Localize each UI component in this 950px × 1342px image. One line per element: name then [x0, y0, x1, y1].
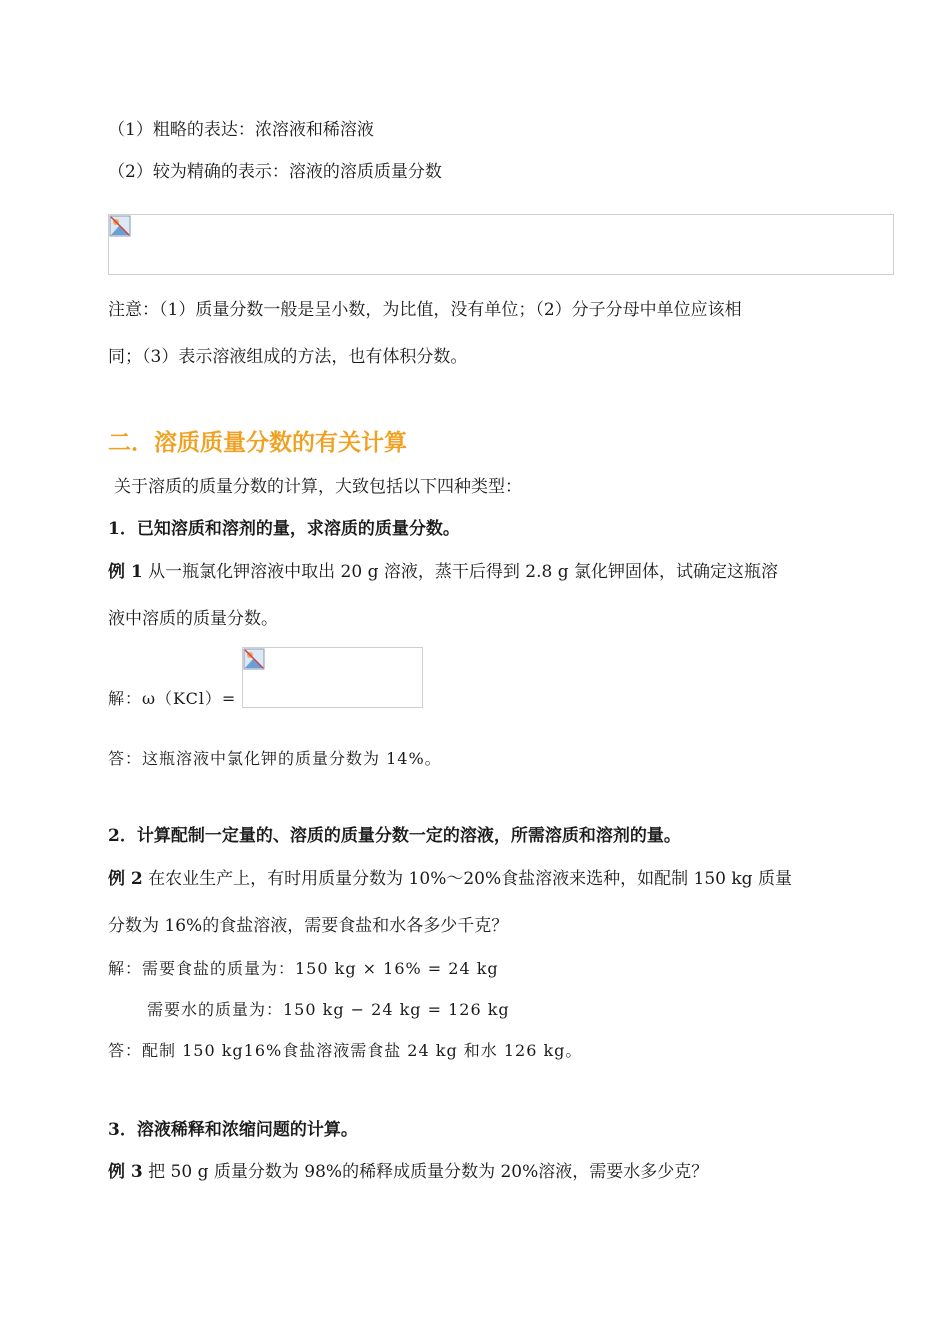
broken-image-icon	[109, 215, 131, 237]
example1-answer: 答：这瓶溶液中氯化钾的质量分数为 14%。	[108, 749, 442, 768]
type2-title: 2．计算配制一定量的、溶质的质量分数一定的溶液，所需溶质和溶剂的量。	[108, 826, 681, 846]
example2-answer: 答：配制 150 kg16%食盐溶液需食盐 24 kg 和水 126 kg。	[108, 1041, 583, 1060]
example2-line-2: 分数为 16%的食盐溶液，需要食盐和水各多少千克？	[108, 916, 509, 936]
section-intro: 关于溶质的质量分数的计算，大致包括以下四种类型：	[114, 477, 522, 497]
example2-label: 例 2	[108, 869, 143, 889]
type1-title: 1．已知溶质和溶剂的量，求溶质的质量分数。	[108, 519, 460, 539]
section-heading: 二．溶质质量分数的有关计算	[108, 429, 407, 456]
example3-text: 把 50 g 质量分数为 98%的稀释成质量分数为 20%溶液，需要水多少克？	[148, 1162, 709, 1182]
example1-line-2: 液中溶质的质量分数。	[108, 609, 278, 629]
example1-solution: 解：ω（KCl）=	[108, 689, 237, 708]
example2-line-1	[108, 871, 792, 888]
note-line-1: 注意：（1）质量分数一般是呈小数，为比值，没有单位；（2）分子分母中单位应该相	[108, 300, 742, 320]
type3-title: 3．溶液稀释和浓缩问题的计算。	[108, 1120, 358, 1140]
example1-label: 例 1	[108, 562, 143, 582]
intro-item-1: （1）粗略的表达：浓溶液和稀溶液	[108, 120, 374, 140]
example3-line-1	[108, 1164, 708, 1181]
intro-item-2: （2）较为精确的表示：溶液的溶质质量分数	[108, 162, 442, 182]
formula-image	[108, 214, 894, 275]
broken-image-icon	[243, 648, 265, 670]
note-line-2: 同；（3）表示溶液组成的方法，也有体积分数。	[108, 347, 468, 367]
solution-formula-image	[242, 647, 423, 708]
example2-text: 在农业生产上，有时用质量分数为 10%～20%食盐溶液来选种，如配制 150 kg 质量	[148, 869, 792, 889]
example3-label: 例 3	[108, 1162, 143, 1182]
example1-line-1	[108, 564, 778, 581]
example2-solution-2: 需要水的质量为：150 kg − 24 kg = 126 kg	[147, 1000, 510, 1019]
example1-text: 从一瓶氯化钾溶液中取出 20 g 溶液，蒸干后得到 2.8 g 氯化钾固体，试确定这瓶溶	[148, 562, 779, 582]
example2-solution-1: 解：需要食盐的质量为：150 kg × 16% = 24 kg	[108, 959, 499, 978]
